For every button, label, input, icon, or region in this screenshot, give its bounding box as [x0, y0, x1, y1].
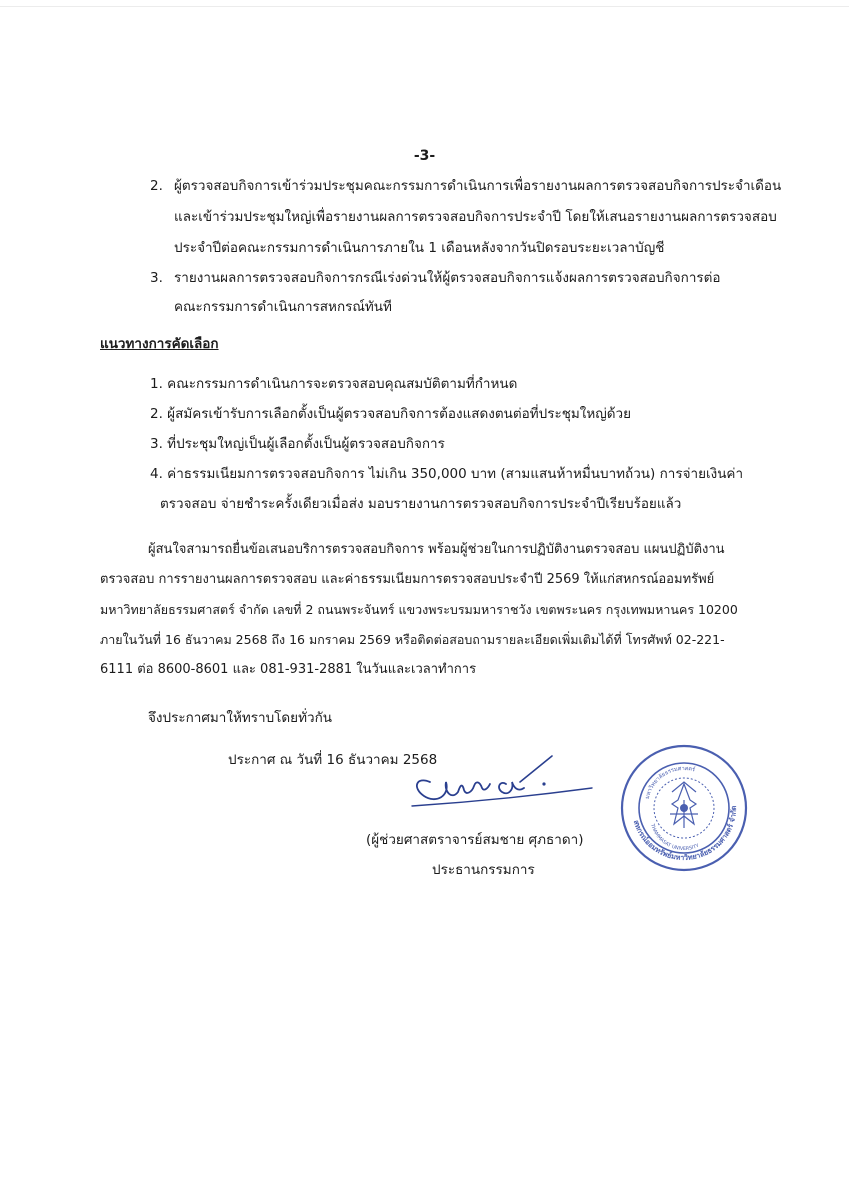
- signature-image: [402, 752, 602, 814]
- selection-heading: แนวทางการคัดเลือก: [100, 336, 219, 352]
- paragraph-line-4: ภายในวันที่ 16 ธันวาคม 2568 ถึง 16 มกราคม 2569 หรือติดต่อสอบถามรายละเอียดเพิ่มเติมได้ที่ โทรศัพท์ 02-221-: [100, 632, 725, 647]
- selection-item-2: 2. ผู้สมัครเข้ารับการเลือกตั้งเป็นผู้ตรวจสอบกิจการต้องแสดงตนต่อที่ประชุมใหญ่ด้วย: [150, 406, 632, 422]
- paragraph-line-2: ตรวจสอบ การรายงานผลการตรวจสอบ และค่าธรรมเนียมการตรวจสอบประจำปี 2569 ให้แก่สหกรณ์ออมทรัพย์: [100, 572, 715, 587]
- signer-name: (ผู้ช่วยศาสตราจารย์สมชาย ศุภธาดา): [366, 832, 584, 848]
- selection-item-4-continued: ตรวจสอบ จ่ายชำระครั้งเดียวเมื่อส่ง มอบรายงานการตรวจสอบกิจการประจำปีเรียบร้อยแล้ว: [160, 496, 682, 512]
- page-number: -3-: [413, 148, 436, 164]
- duty-item-3-line-2: คณะกรรมการดำเนินการสหกรณ์ทันที: [174, 299, 392, 315]
- duty-item-2-line-3: ประจำปีต่อคณะกรรมการดำเนินการภายใน 1 เดือนหลังจากวันปิดรอบระยะเวลาบัญชี: [174, 240, 665, 256]
- announcement-line: จึงประกาศมาให้ทราบโดยทั่วกัน: [148, 710, 332, 726]
- paragraph-line-1: ผู้สนใจสามารถยื่นข้อเสนอบริการตรวจสอบกิจการ พร้อมผู้ช่วยในการปฏิบัติงานตรวจสอบ แผนปฏิบัติงาน: [148, 542, 725, 557]
- duty-item-3-number: 3.: [150, 270, 163, 286]
- duty-item-3-line-1: 3. รายงานผลการตรวจสอบกิจการกรณีเร่งด่วนให้ผู้ตรวจสอบกิจการแจ้งผลการตรวจสอบกิจการต่อ: [150, 270, 721, 286]
- svg-text:สหกรณ์ออมทรัพย์มหาวิทยาลัยธรรม: สหกรณ์ออมทรัพย์มหาวิทยาลัยธรรมศาสตร์ จำกัด: [631, 805, 739, 863]
- svg-text:THAMMASAT UNIVERSITY: THAMMASAT UNIVERSITY: [649, 823, 700, 853]
- duty-item-2-line-1: 2. ผู้ตรวจสอบกิจการเข้าร่วมประชุมคณะกรรมการดำเนินการเพื่อรายงานผลการตรวจสอบกิจการประจำเดือน: [150, 178, 782, 194]
- selection-item-4: 4. ค่าธรรมเนียมการตรวจสอบกิจการ ไม่เกิน 350,000 บาท (สามแสนห้าหมื่นบาทถ้วน) การจ่ายเงินค่า: [150, 466, 744, 482]
- selection-item-1: 1. คณะกรรมการดำเนินการจะตรวจสอบคุณสมบัติตามที่กำหนด: [150, 376, 518, 392]
- page-top-edge: [0, 6, 849, 7]
- signer-title: ประธานกรรมการ: [432, 862, 535, 878]
- selection-item-3: 3. ที่ประชุมใหญ่เป็นผู้เลือกตั้งเป็นผู้ตรวจสอบกิจการ: [150, 436, 445, 452]
- paragraph-line-5: 6111 ต่อ 8600-8601 และ 081-931-2881 ในวันและเวลาทำการ: [100, 662, 477, 677]
- duty-item-2-line-2: และเข้าร่วมประชุมใหญ่เพื่อรายงานผลการตรวจสอบกิจการประจำปี โดยให้เสนอรายงานผลการตรวจสอบ: [174, 209, 777, 225]
- svg-text:มหาวิทยาลัยธรรมศาสตร์: มหาวิทยาลัยธรรมศาสตร์: [644, 765, 696, 800]
- official-seal-stamp: [620, 744, 748, 872]
- announcement-date: ประกาศ ณ วันที่ 16 ธันวาคม 2568: [228, 752, 438, 768]
- paragraph-line-3: มหาวิทยาลัยธรรมศาสตร์ จำกัด เลขที่ 2 ถนนพระจันทร์ แขวงพระบรมมหาราชวัง เขตพระนคร กรุงเทพมหานคร 10200: [100, 602, 738, 617]
- duty-item-2-number: 2.: [150, 178, 163, 194]
